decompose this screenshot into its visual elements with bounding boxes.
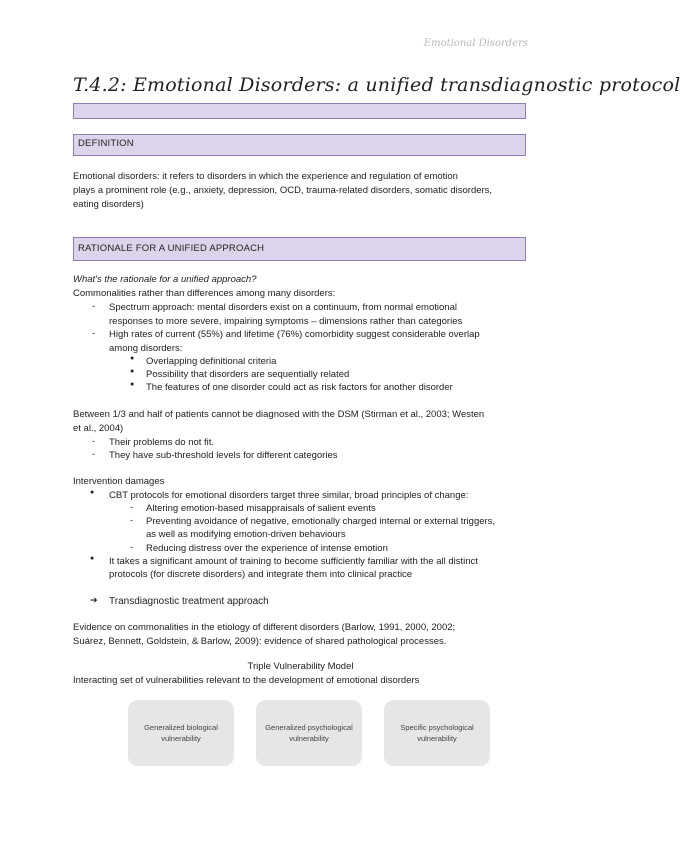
cbt-reducing: Reducing distress over the experience of intense emotion [146, 543, 388, 554]
vulnerability-box-biological [128, 700, 234, 766]
dash-marker: - [92, 449, 95, 459]
rationale-heading: RATIONALE FOR A UNIFIED APPROACH [78, 243, 265, 254]
model-title: Triple Vulnerability Model [247, 661, 354, 672]
dash-marker: - [130, 515, 133, 525]
arrow-icon: ➔ [90, 595, 98, 605]
bullet-marker: ● [130, 355, 135, 362]
dash-marker: - [92, 436, 95, 446]
dash-marker: - [130, 542, 133, 552]
dash-marker: - [92, 328, 95, 338]
bullet-marker: ● [90, 489, 95, 496]
vulnerability-box-specific-psych [384, 700, 490, 766]
bullet-marker: ● [130, 381, 135, 388]
between-item-2: They have sub-threshold levels for different categories [109, 450, 338, 461]
bullet-marker: ● [90, 555, 95, 562]
training-line-1: It takes a significant amount of training to become sufficiently familiar with the all distinct [109, 556, 478, 567]
model-subtitle: Interacting set of vulnerabilities relevant to the development of emotional disorders [73, 675, 420, 686]
spectrum-line-2: responses to more severe, impairing symptoms – dimensions rather than categories [109, 316, 463, 327]
comorbidity-line-2: among disorders: [109, 343, 183, 354]
dash-marker: - [92, 301, 95, 311]
commonalities-line: Commonalities rather than differences among many disorders: [73, 288, 336, 299]
rationale-question: What's the rationale for a unified approach? [73, 274, 257, 285]
evidence-line-1: Evidence on commonalities in the etiology of different disorders (Barlow, 1991, 2000, 2002; [73, 622, 456, 633]
box-label-line-2: vulnerability [417, 734, 457, 743]
spectrum-line-1: Spectrum approach: mental disorders exist on a continuum, from normal emotional [109, 302, 457, 313]
bullet-marker: ● [130, 368, 135, 375]
running-header: Emotional Disorders [423, 38, 528, 49]
transdiagnostic-line: Transdiagnostic treatment approach [109, 596, 269, 607]
vulnerability-box-general-psych [256, 700, 362, 766]
box-label-line-1: Generalized biological [144, 723, 218, 732]
definition-line-2: plays a prominent role (e.g., anxiety, depression, OCD, trauma-related disorders, somatic disorders, [73, 185, 493, 196]
cbt-line: CBT protocols for emotional disorders target three similar, broad principles of change: [109, 490, 469, 501]
rationale-heading-band [73, 237, 526, 261]
box-label-line-2: vulnerability [161, 734, 201, 743]
intervention-title: Intervention damages [73, 476, 165, 487]
between-item-1: Their problems do not fit. [109, 437, 215, 448]
sub-bullet-1: Overlapping definitional criteria [146, 356, 277, 367]
box-label-line-1: Generalized psychological [265, 723, 353, 732]
sub-bullet-2: Possibility that disorders are sequentially related [146, 369, 350, 380]
cbt-preventing-line-1: Preventing avoidance of negative, emotionally charged internal or external triggers, [146, 516, 496, 527]
sub-bullet-3: The features of one disorder could act as risk factors for another disorder [146, 382, 453, 393]
between-line-1: Between 1/3 and half of patients cannot be diagnosed with the DSM (Stirman et al., 2003; Westen [73, 409, 485, 420]
box-label-line-2: vulnerability [289, 734, 329, 743]
box-label-line-1: Specific psychological [400, 723, 474, 732]
page-title: T.4.2: Emotional Disorders: a unified transdiagnostic protocol [73, 74, 680, 96]
definition-line-3: eating disorders) [73, 199, 144, 210]
between-line-2: et al., 2004) [73, 423, 124, 434]
cbt-altering: Altering emotion-based misappraisals of salient events [146, 503, 376, 514]
training-line-2: protocols (for discrete disorders) and integrate them into clinical practice [109, 569, 413, 580]
definition-heading: DEFINITION [78, 138, 134, 149]
comorbidity-line-1: High rates of current (55%) and lifetime (76%) comorbidity suggest considerable overlap [109, 329, 480, 340]
dash-marker: - [130, 502, 133, 512]
definition-heading-band [73, 134, 526, 156]
title-underline-band [73, 103, 526, 119]
definition-line-1: Emotional disorders: it refers to disorders in which the experience and regulation of emotion [73, 171, 458, 182]
cbt-preventing-line-2: as well as modifying emotion-driven behaviours [146, 529, 346, 540]
evidence-line-2: Suárez, Bennett, Goldstein, & Barlow, 2009): evidence of shared pathological processes. [73, 636, 447, 647]
